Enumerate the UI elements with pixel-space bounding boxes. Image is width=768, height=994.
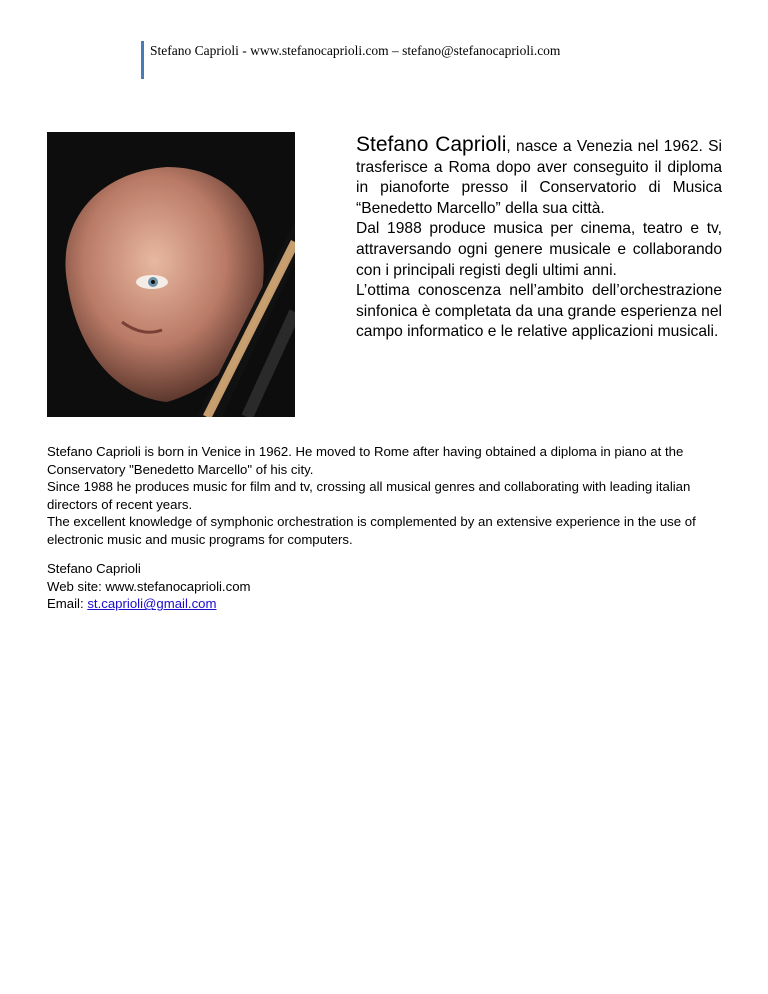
contact-email-line (47, 595, 547, 613)
bio-it-para2: Dal 1988 produce musica per cinema, teatro e tv, attraversando ogni genere musicale e collaborando con i principali registi degli ultimi anni. (356, 220, 722, 279)
bio-en-para3: The excellent knowledge of symphonic orchestration is complemented by an extensive experience in the use of electronic music and music programs for computers. (47, 514, 696, 547)
bio-it-line1-rest: , nasce a Venezia nel (506, 138, 659, 155)
bio-en-para1: Stefano Caprioli is born in Venice in 1962. He moved to Rome after having obtained a diploma in piano at the Conservatory "Benedetto Marcello" of his city. (47, 444, 684, 477)
page-header (141, 41, 560, 79)
contact-website-line (47, 578, 547, 596)
bio-en-para2: Since 1988 he produces music for film and tv, crossing all musical genres and collaborating with leading italian directors of recent years. (47, 479, 691, 512)
contact-block (47, 560, 547, 613)
website-text: www.stefanocaprioli.com (105, 578, 251, 594)
email-link[interactable]: st.caprioli@gmail.com (87, 596, 217, 612)
bio-it-para1: 1962. Si trasferisce a Roma dopo aver conseguito il diploma in pianoforte presso il Conservatorio di Musica “Benedetto Marcello” della sua città. (356, 138, 722, 217)
header-text: Stefano Caprioli - www.stefanocaprioli.com – stefano@stefanocaprioli.com (150, 43, 561, 58)
bio-italian (356, 135, 722, 343)
contact-name: Stefano Caprioli (47, 561, 141, 576)
bio-english (47, 443, 727, 549)
bio-it-intro (356, 135, 722, 219)
bio-it-para3: L’ottima conoscenza nell’ambito dell’orchestrazione sinfonica è completata da una grande esperienza nel campo informatico e le relative applicazioni musicali. (356, 282, 722, 341)
bio-it-name: Stefano Caprioli (356, 133, 507, 156)
email-label: Email: (47, 596, 88, 612)
website-label: Web site: (47, 578, 106, 594)
portrait-photo (47, 132, 295, 417)
